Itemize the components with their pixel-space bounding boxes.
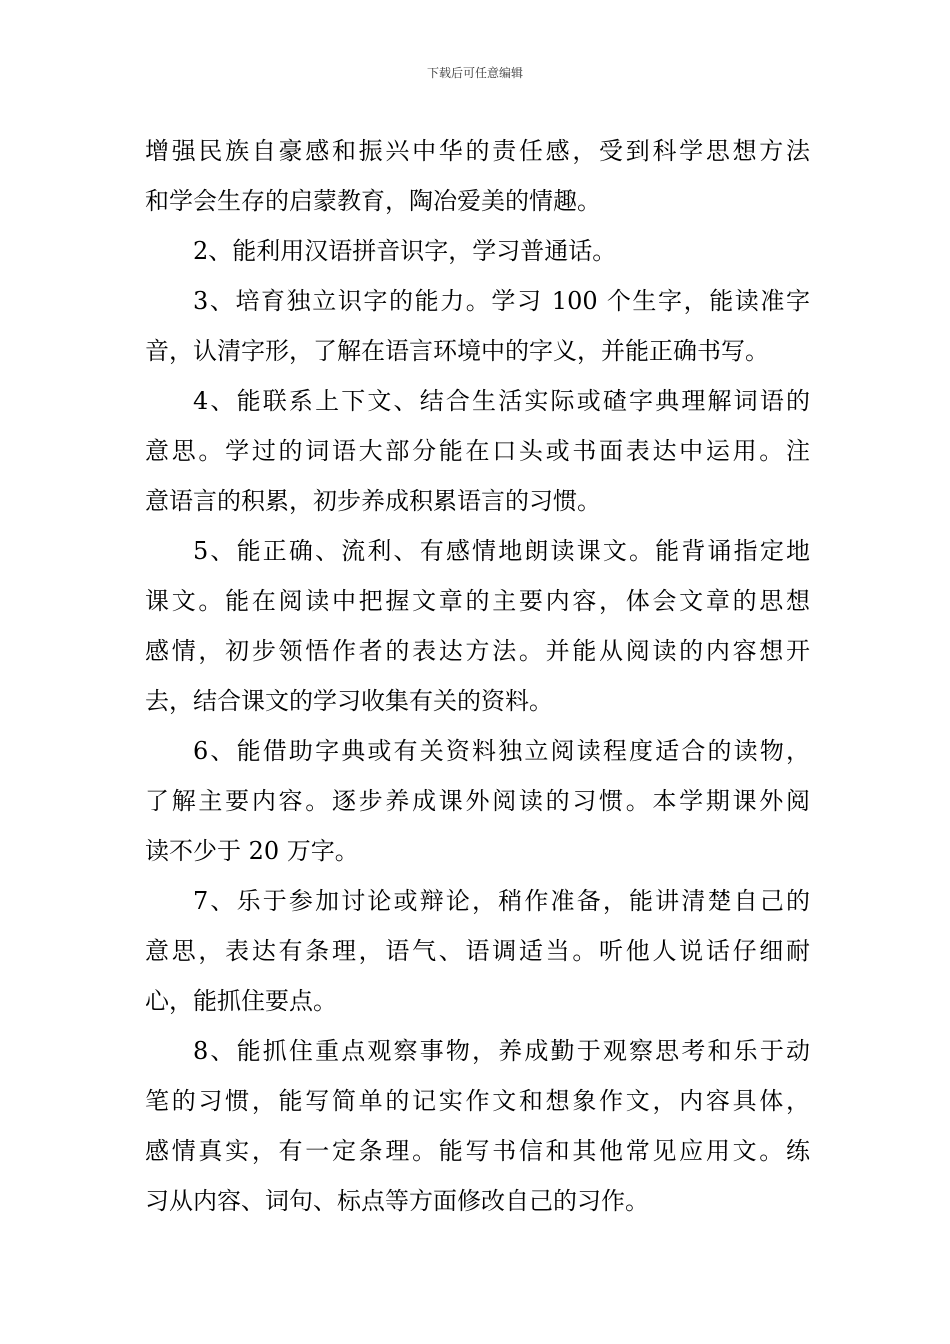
text-line: 读不少于 20 万字。	[145, 837, 359, 865]
text-line: 心，能抓住要点。	[145, 987, 337, 1015]
text-line: 6、能借助字典或有关资料独立阅读程度适合的读物，	[193, 737, 810, 765]
text-line: 7、乐于参加讨论或辩论，稍作准备，能讲清楚自己的	[193, 887, 810, 915]
text-line: 了解主要内容。逐步养成课外阅读的习惯。本学期课外阅	[145, 787, 810, 815]
text-line: 意思。学过的词语大部分能在口头或书面表达中运用。注	[145, 437, 810, 465]
text-line: 和学会生存的启蒙教育，陶冶爱美的情趣。	[145, 187, 601, 215]
text-line: 感情，初步领悟作者的表达方法。并能从阅读的内容想开	[145, 637, 810, 665]
text-line: 意思，表达有条理，语气、语调适当。听他人说话仔细耐	[145, 937, 810, 965]
text-line: 8、能抓住重点观察事物，养成勤于观察思考和乐于动	[193, 1037, 810, 1065]
text-line: 笔的习惯，能写简单的记实作文和想象作文，内容具体，	[145, 1087, 810, 1115]
text-line: 习从内容、词句、标点等方面修改自己的习作。	[145, 1187, 649, 1215]
text-line: 5、能正确、流利、有感情地朗读课文。能背诵指定地	[193, 537, 810, 565]
document-body	[145, 126, 810, 1226]
text-line: 去，结合课文的学习收集有关的资料。	[145, 687, 553, 715]
page-header: 下载后可任意编辑	[426, 66, 523, 80]
text-line: 课文。能在阅读中把握文章的主要内容，体会文章的思想	[145, 587, 810, 615]
text-line: 2、能利用汉语拼音识字，学习普通话。	[193, 237, 617, 265]
text-line: 感情真实，有一定条理。能写书信和其他常见应用文。练	[145, 1137, 810, 1165]
text-line: 意语言的积累，初步养成积累语言的习惯。	[145, 487, 601, 515]
text-line: 增强民族自豪感和振兴中华的责任感，受到科学思想方法	[145, 137, 810, 165]
text-line: 音，认清字形，了解在语言环境中的字义，并能正确书写。	[145, 337, 769, 365]
text-line: 3、培育独立识字的能力。学习 100 个生字，能读准字	[193, 287, 810, 315]
text-line: 4、能联系上下文、结合生活实际或碴字典理解词语的	[193, 387, 810, 415]
